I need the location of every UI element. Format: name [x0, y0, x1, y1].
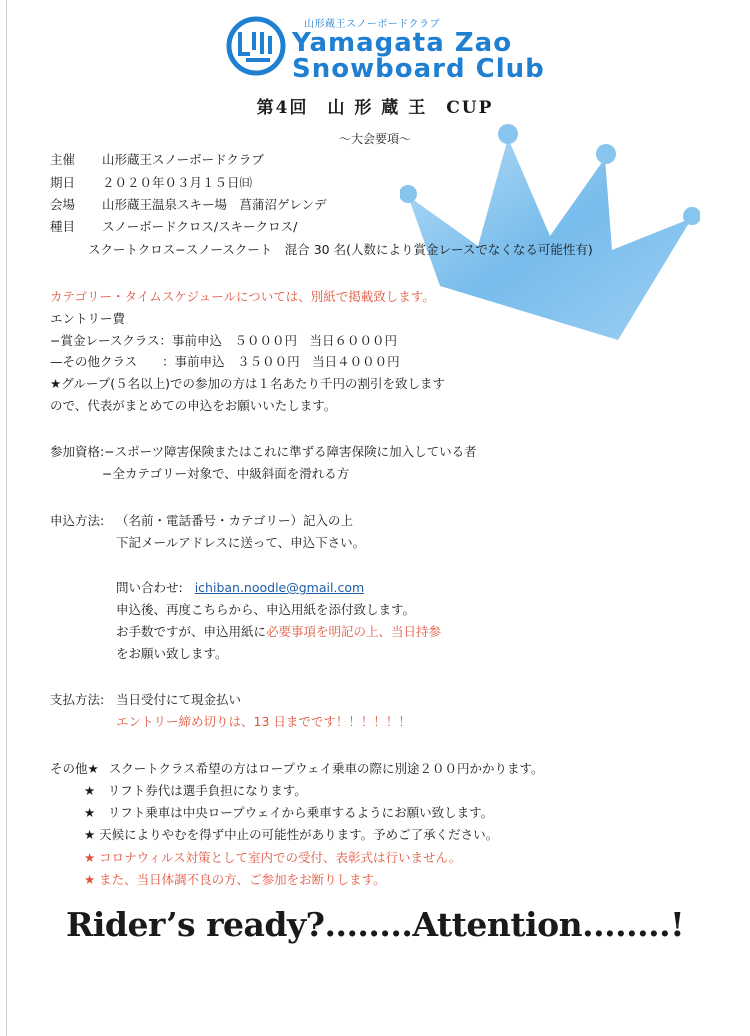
organizer-value: 山形蔵王スノーボードクラブ — [102, 152, 264, 167]
payment-deadline: エントリー締め切りは、13 日までです！！！！！！ — [116, 714, 411, 729]
event-row — [50, 219, 297, 235]
payment-line-1: 当日受付にて現金払い — [116, 692, 242, 707]
date-value: ２０２０年０３月１５日㈰ — [102, 175, 253, 190]
application-line-2: 下記メールアドレスに送って、申込下さい。 — [116, 535, 366, 550]
payment-row — [50, 692, 241, 708]
category-notice: カテゴリー・タイムスケジュールについては、別紙で掲載致します。 — [50, 289, 435, 304]
application-line-4b: 必要事項を明記の上、当日持参 — [266, 624, 442, 639]
group-discount-1: ★グループ(５名以上)での参加の方は１名あたり千円の割引を致します — [50, 376, 445, 391]
organizer-row — [50, 152, 264, 168]
application-line-1: （名前・電話番号・カテゴリー）記入の上 — [116, 513, 354, 528]
application-label: 申込方法: — [50, 513, 105, 528]
others-item-2: ★ リフト券代は選手負担になります。 — [84, 783, 307, 798]
logo-subtitle: 山形蔵王スノーボードクラブ — [304, 19, 440, 30]
others-item-6: ★ また、当日体調不良の方、ご参加をお断りします。 — [84, 872, 386, 887]
others-label: その他★ — [50, 761, 99, 776]
event-value-1: スノーボードクロス/スキークロス/ — [102, 219, 298, 234]
payment-label: 支払方法: — [50, 692, 105, 707]
club-logo — [226, 14, 545, 84]
page-title: 第4回 山 形 蔵 王 CUP — [256, 98, 494, 118]
venue-row — [50, 197, 326, 213]
event-value-2: スクートクロス−スノースクート 混合 30 名(人数により賞金レースでなくなる可能性有) — [88, 242, 593, 257]
fee-other-class: —その他クラス ：事前申込 ３５００円 当日４０００円 — [50, 354, 400, 369]
group-discount-2: ので、代表がまとめての申込をお願いいたします。 — [50, 398, 337, 413]
application-line-5: をお願い致します。 — [116, 646, 228, 661]
crown-icon — [400, 118, 700, 348]
eligibility-1: 参加資格:−スポーツ障害保険またはこれに準ずる障害保険に加入している者 — [50, 444, 477, 459]
venue-label: 会場 — [50, 197, 76, 212]
others-item-4: ★ 天候によりやむを得ず中止の可能性があります。予めご了承ください。 — [84, 827, 499, 842]
fees-heading: エントリー費 — [50, 311, 126, 326]
others-row — [50, 761, 543, 777]
venue-value: 山形蔵王温泉スキー場 菖蒲沼ゲレンデ — [102, 197, 327, 212]
logo-mark-icon — [226, 14, 286, 78]
contact-email-link[interactable]: ichiban.noodle@gmail.com — [194, 580, 365, 595]
others-item-5: ★ コロナウィルス対策として室内での受付、表彰式は行いません。 — [84, 850, 462, 865]
organizer-label: 主催 — [50, 152, 76, 167]
others-item-3: ★ リフト乗車は中央ロープウェイから乗車するようにお願い致します。 — [84, 805, 494, 820]
application-row — [50, 513, 353, 529]
others-item-1: スクートクラス希望の方はロープウェイ乗車の際に別途２００円かかります。 — [108, 761, 544, 776]
date-label: 期日 — [50, 175, 76, 190]
date-row — [50, 175, 252, 191]
contact-row — [116, 580, 364, 596]
contact-label: 問い合わせ: — [116, 580, 183, 595]
logo-line-1: Yamagata Zao — [292, 28, 513, 58]
logo-line-2: Snowboard Club — [292, 54, 545, 84]
fee-prize-class: −賞金レースクラス：事前申込 ５０００円 当日６０００円 — [50, 333, 397, 348]
page-subtitle: 〜大会要項〜 — [338, 132, 411, 146]
closing-slogan: Rider’s ready?........Attention........! — [65, 905, 685, 944]
application-line-4a: お手数ですが、申込用紙に — [116, 624, 267, 639]
application-line-4 — [116, 624, 441, 640]
eligibility-2: −全カテゴリー対象で、中級斜面を滑れる方 — [102, 466, 350, 481]
application-line-3: 申込後、再度こちらから、申込用紙を添付致します。 — [116, 602, 416, 617]
event-label: 種目 — [50, 219, 76, 234]
page-edge — [6, 0, 7, 1036]
